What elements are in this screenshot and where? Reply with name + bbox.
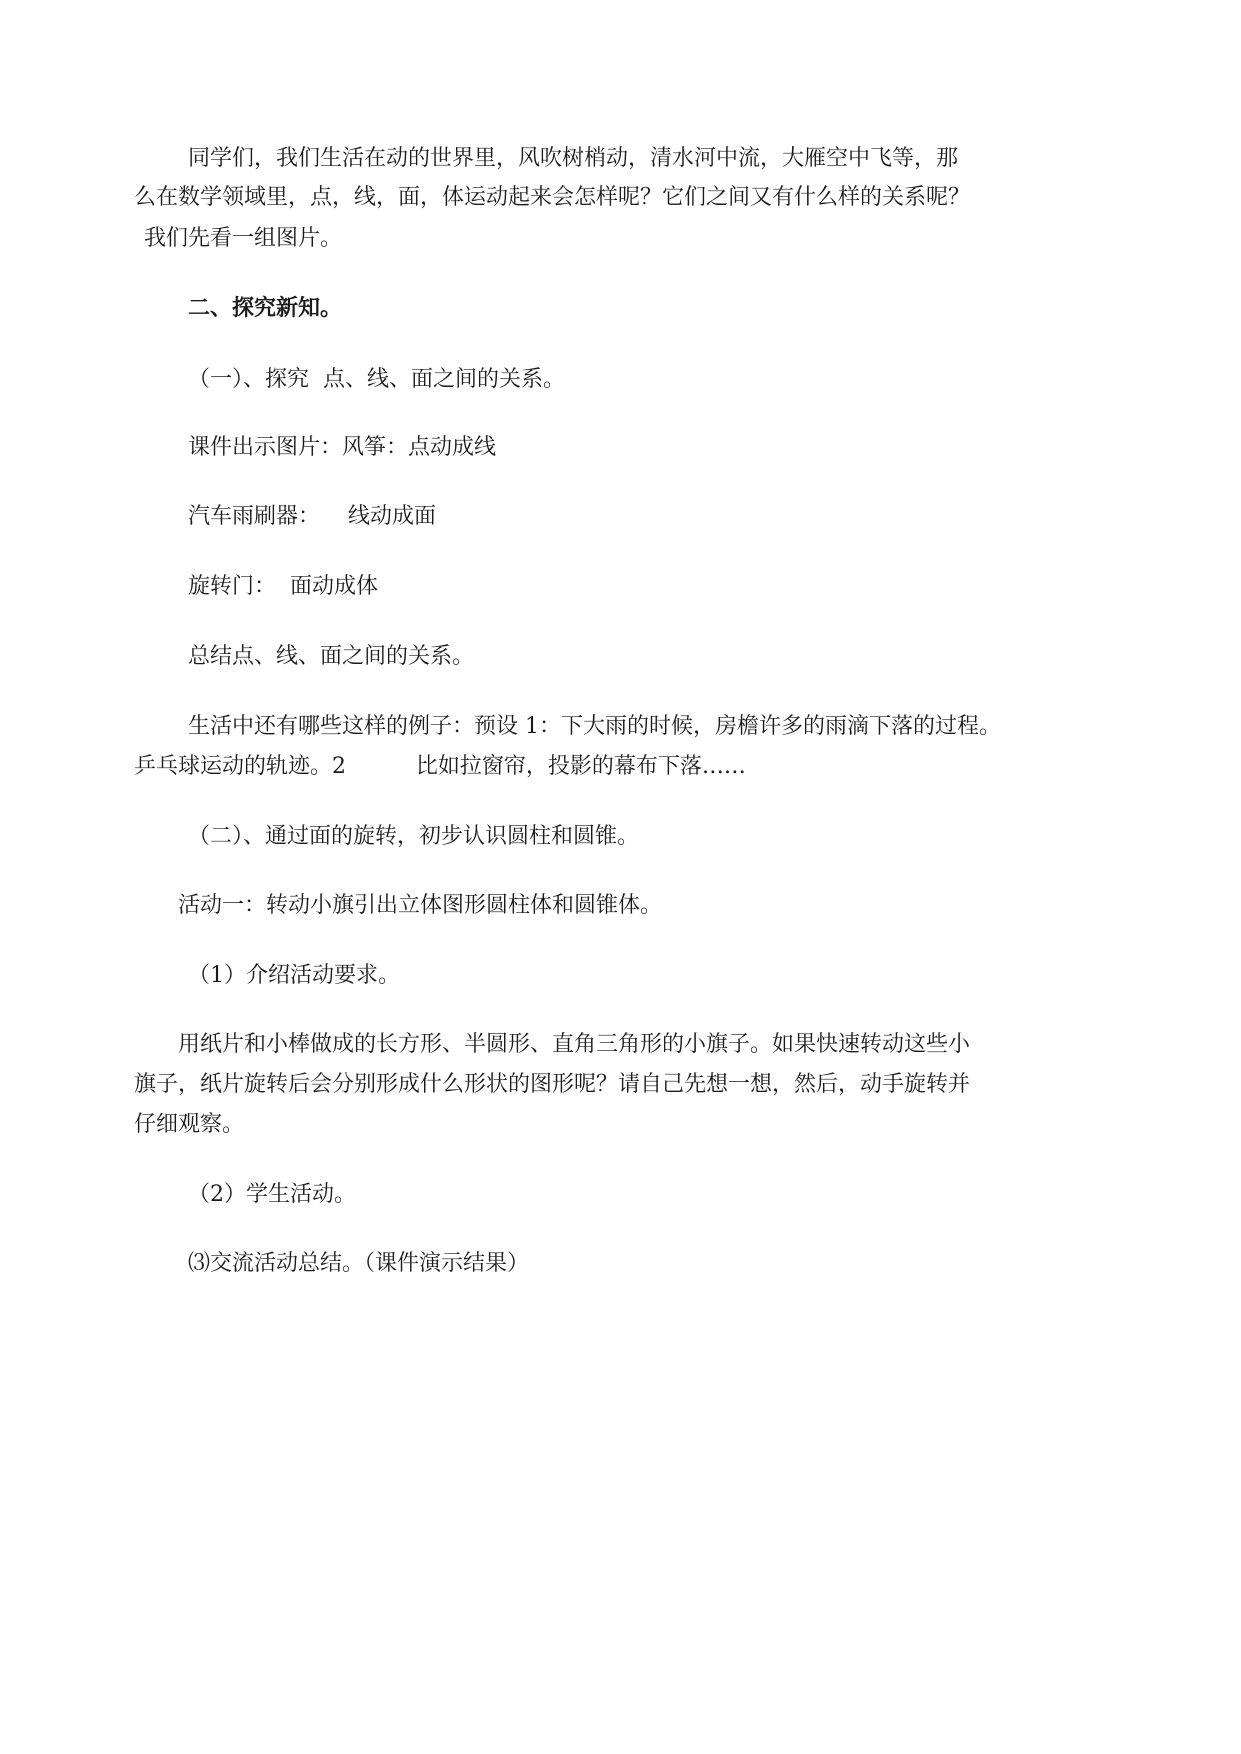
summary-line: 总结点、线、面之间的关系。 [188, 644, 475, 669]
part2-heading: （二）、通过面的旋转，初步认识圆柱和圆锥。 [188, 824, 640, 849]
part1-heading: （一）、探究 点、线、面之间的关系。 [188, 367, 565, 392]
revolving-door-line: 旋转门： 面动成体 [188, 574, 378, 599]
instructions-line-1: 用纸片和小棒做成的长方形、半圆形、直角三角形的小旗子。如果快速转动这些小 [178, 1032, 971, 1057]
instructions-line-3: 仔细观察。 [134, 1112, 245, 1137]
intro-line-1: 同学们，我们生活在动的世界里，风吹树梢动，清水河中流，大雁空中飞等，那 [188, 146, 959, 171]
wiper-line: 汽车雨刷器： 线动成面 [188, 504, 436, 529]
step2-line: （2）学生活动。 [188, 1182, 356, 1207]
instructions-line-2: 旗子，纸片旋转后会分别形成什么形状的图形呢？请自己先想一想，然后，动手旋转并 [134, 1072, 971, 1097]
intro-line-2: 么在数学领域里，点，线，面，体运动起来会怎样呢？它们之间又有什么样的关系呢？ [134, 185, 971, 210]
step1-line: （1）介绍活动要求。 [188, 963, 400, 988]
intro-line-3: 我们先看一组图片。 [144, 226, 343, 251]
examples-line-1: 生活中还有哪些这样的例子：预设 1：下大雨的时候，房檐许多的雨滴下落的过程。 [188, 714, 1001, 739]
section-heading: 二、探究新知。 [188, 295, 343, 321]
examples-line-2: 乒乓球运动的轨迹。2 比如拉窗帘，投影的幕布下落…… [134, 754, 746, 779]
activity1-line: 活动一：转动小旗引出立体图形圆柱体和圆锥体。 [178, 893, 663, 918]
step3-line: ⑶交流活动总结。（课件演示结果） [188, 1251, 530, 1276]
courseware-kite: 课件出示图片：风筝：点动成线 [188, 435, 497, 460]
